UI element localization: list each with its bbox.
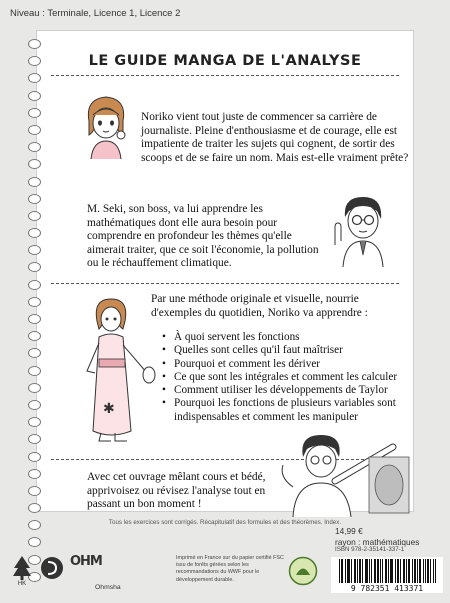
list-item: • Comment utiliser les développements de Taylor — [162, 384, 407, 397]
list-item: • Quelles sont celles qu'il faut maîtriser — [162, 344, 407, 357]
print-notice: Imprimé en France sur du papier certifié FSC issu de forêts gérées selon les recommandations du WWF pour le développement durable. — [176, 555, 284, 583]
seki-paragraph: M. Seki, son boss, va lui apprendre les mathématiques dont elle aura besoin pour comprendre en profondeur les thèmes qu'elle aimerait traiter, que ce soit l'économie, la pollution ou le réchauffement climatique. — [87, 203, 319, 270]
closing-paragraph: Avec cet ouvrage mêlant cours et bédé, apprivoisez ou révisez l'analyse tout en passant un bon moment ! — [87, 471, 266, 511]
list-item: • Pourquoi et comment les dériver — [162, 358, 407, 371]
eco-logo — [288, 556, 318, 586]
level-label: Niveau : Terminale, Licence 1, Licence 2 — [10, 8, 181, 19]
divider — [51, 75, 399, 76]
price: 14,99 € — [335, 526, 363, 536]
price-block — [335, 526, 419, 548]
intro-paragraph: Noriko vient tout juste de commencer sa carrière de journaliste. Pleine d'enthousiasme et de courage, elle est impatiente de traiter les sujets qui cognent, de sortir des scoops et de se faire un nom. Mais est-elle vraiment prête? — [141, 111, 409, 164]
svg-text:✱: ✱ — [103, 401, 115, 417]
isbn: ISBN 978-2-35141-337-1 — [335, 546, 405, 553]
footnote: Tous les exercices sont corrigés. Récapitulatif des formules et des théorèmes. Index. — [108, 519, 342, 526]
hk-logo-text: HK — [17, 581, 27, 586]
ohm-logo: OHM — [70, 554, 102, 569]
divider — [51, 283, 399, 284]
list-item: • Pourquoi les fonctions de plusieurs variables sont indispensables et comment les manipuler — [162, 397, 407, 424]
hk-logo — [10, 554, 34, 586]
list-item: • À quoi servent les fonctions — [162, 331, 407, 344]
seki-portrait — [327, 189, 399, 267]
method-paragraph: Par une méthode originale et visuelle, nourrie d'exemples du quotidien, Noriko va apprendre : — [151, 293, 368, 319]
list-item: • Ce que sont les intégrales et comment les calculer — [162, 371, 407, 384]
rayon: rayon : mathématiques — [335, 537, 420, 547]
notebook-page — [36, 30, 414, 526]
barcode-digits: 9 782351 413371 — [350, 584, 424, 593]
barcode — [331, 557, 443, 593]
circle-logo — [40, 556, 64, 580]
book-title: LE GUIDE MANGA DE L'ANALYSE — [88, 53, 362, 69]
noriko-portrait — [77, 91, 135, 161]
spiral-binding — [28, 39, 44, 504]
learn-list — [162, 331, 407, 424]
ohmsha-label: Ohmsha — [95, 584, 121, 591]
noriko-kimono-illustration — [77, 293, 157, 443]
